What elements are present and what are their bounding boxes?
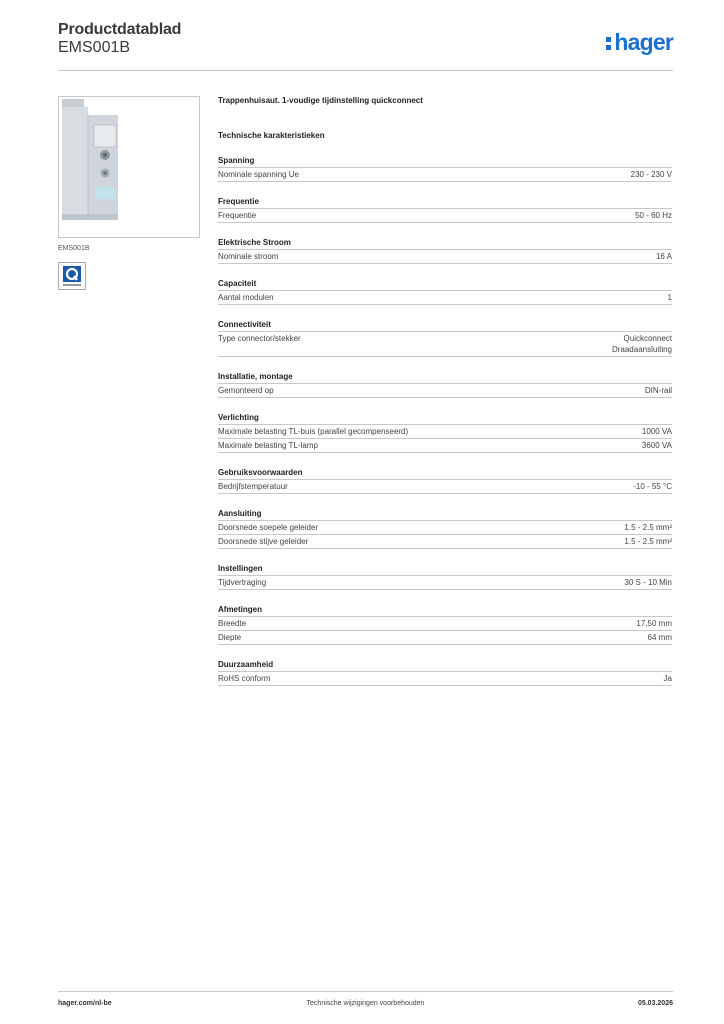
spec-value: 16 A <box>655 252 672 261</box>
spec-value: 1.5 - 2.5 mm² <box>624 523 672 532</box>
spec-label: Doorsnede soepele geleider <box>218 523 319 532</box>
spec-group-title: Gebruiksvoorwaarden <box>218 467 672 480</box>
spec-row <box>218 168 672 182</box>
spec-value: 50 - 60 Hz <box>635 211 672 220</box>
page-header <box>58 20 673 71</box>
spec-group-title: Spanning <box>218 155 672 168</box>
spec-group-title: Frequentie <box>218 196 672 209</box>
spec-row <box>218 291 672 305</box>
spec-group <box>218 467 672 494</box>
hager-logo: hager <box>606 29 673 56</box>
spec-row <box>218 617 672 631</box>
product-image <box>58 96 200 238</box>
technical-characteristics-title: Technische karakteristieken <box>218 131 325 140</box>
spec-value: 1 <box>667 293 672 302</box>
datasheet-content <box>218 95 672 686</box>
spec-group <box>218 412 672 453</box>
spec-group-title: Aansluiting <box>218 508 672 521</box>
spec-row <box>218 209 672 223</box>
spec-row <box>218 250 672 264</box>
product-code: EMS001B <box>58 39 131 56</box>
spec-group <box>218 371 672 398</box>
spec-group-title: Elektrische Stroom <box>218 237 672 250</box>
spec-label: Nominale stroom <box>218 252 279 261</box>
spec-group <box>218 604 672 645</box>
spec-value: 17,50 mm <box>636 619 672 628</box>
spec-label: Frequentie <box>218 211 257 220</box>
spec-group <box>218 319 672 357</box>
quality-certificate-icon <box>58 262 86 290</box>
spec-value: 3600 VA <box>641 441 672 450</box>
spec-row <box>218 535 672 549</box>
spec-row <box>218 631 672 645</box>
footer-date: 05.03.2026 <box>637 1000 673 1007</box>
spec-row <box>218 332 672 357</box>
spec-value: Quickconnect Draadaansluiting <box>611 334 672 354</box>
document-title: Productdatablad <box>58 21 182 38</box>
logo-dots-icon <box>606 36 612 50</box>
spec-row <box>218 672 672 686</box>
spec-value: -10 - 55 °C <box>633 482 672 491</box>
spec-row <box>218 521 672 535</box>
spec-label: Gemonteerd op <box>218 386 274 395</box>
spec-group-title: Installatie, montage <box>218 371 672 384</box>
spec-label: RoHS conform <box>218 674 271 683</box>
spec-group-title: Instellingen <box>218 563 672 576</box>
spec-group <box>218 196 672 223</box>
footer-website: hager.com/nl-be <box>58 1000 112 1007</box>
spec-group <box>218 563 672 590</box>
product-description: Trappenhuisaut. 1-voudige tijdinstelling quickconnect <box>218 96 423 105</box>
spec-label: Maximale belasting TL-lamp <box>218 441 318 450</box>
spec-value: 1.5 - 2.5 mm² <box>624 537 672 546</box>
spec-row <box>218 425 672 439</box>
spec-value: Ja <box>663 674 672 683</box>
spec-value: DIN-rail <box>644 386 672 395</box>
spec-group-title: Connectiviteit <box>218 319 672 332</box>
spec-label: Doorsnede stijve geleider <box>218 537 309 546</box>
spec-value: 30 S - 10 Min <box>624 578 672 587</box>
spec-group-title: Verlichting <box>218 412 672 425</box>
spec-label: Tijdvertraging <box>218 578 267 587</box>
spec-row <box>218 480 672 494</box>
spec-label: Diepte <box>218 633 242 642</box>
footer-notice: Technische wijzigingen voorbehouden <box>306 1000 425 1007</box>
page-footer <box>58 991 673 1012</box>
spec-group <box>218 508 672 549</box>
spec-label: Type connector/stekker <box>218 334 301 343</box>
spec-group <box>218 278 672 305</box>
spec-group-title: Afmetingen <box>218 604 672 617</box>
spec-group <box>218 237 672 264</box>
spec-value: 64 mm <box>647 633 672 642</box>
spec-value: 1000 VA <box>641 427 672 436</box>
spec-label: Aantal modulen <box>218 293 274 302</box>
spec-label: Bedrijfstemperatuur <box>218 482 288 491</box>
spec-label: Maximale belasting TL-buis (parallel gecompenseerd) <box>218 427 409 436</box>
spec-group <box>218 155 672 182</box>
spec-label: Nominale spanning Ue <box>218 170 299 179</box>
spec-row <box>218 439 672 453</box>
spec-group-title: Capaciteit <box>218 278 672 291</box>
spec-group-title: Duurzaamheid <box>218 659 672 672</box>
image-caption: EMS001B <box>58 245 90 252</box>
spec-row <box>218 384 672 398</box>
spec-row <box>218 576 672 590</box>
spec-group <box>218 659 672 686</box>
spec-label: Breedte <box>218 619 247 628</box>
spec-value: 230 - 230 V <box>630 170 672 179</box>
